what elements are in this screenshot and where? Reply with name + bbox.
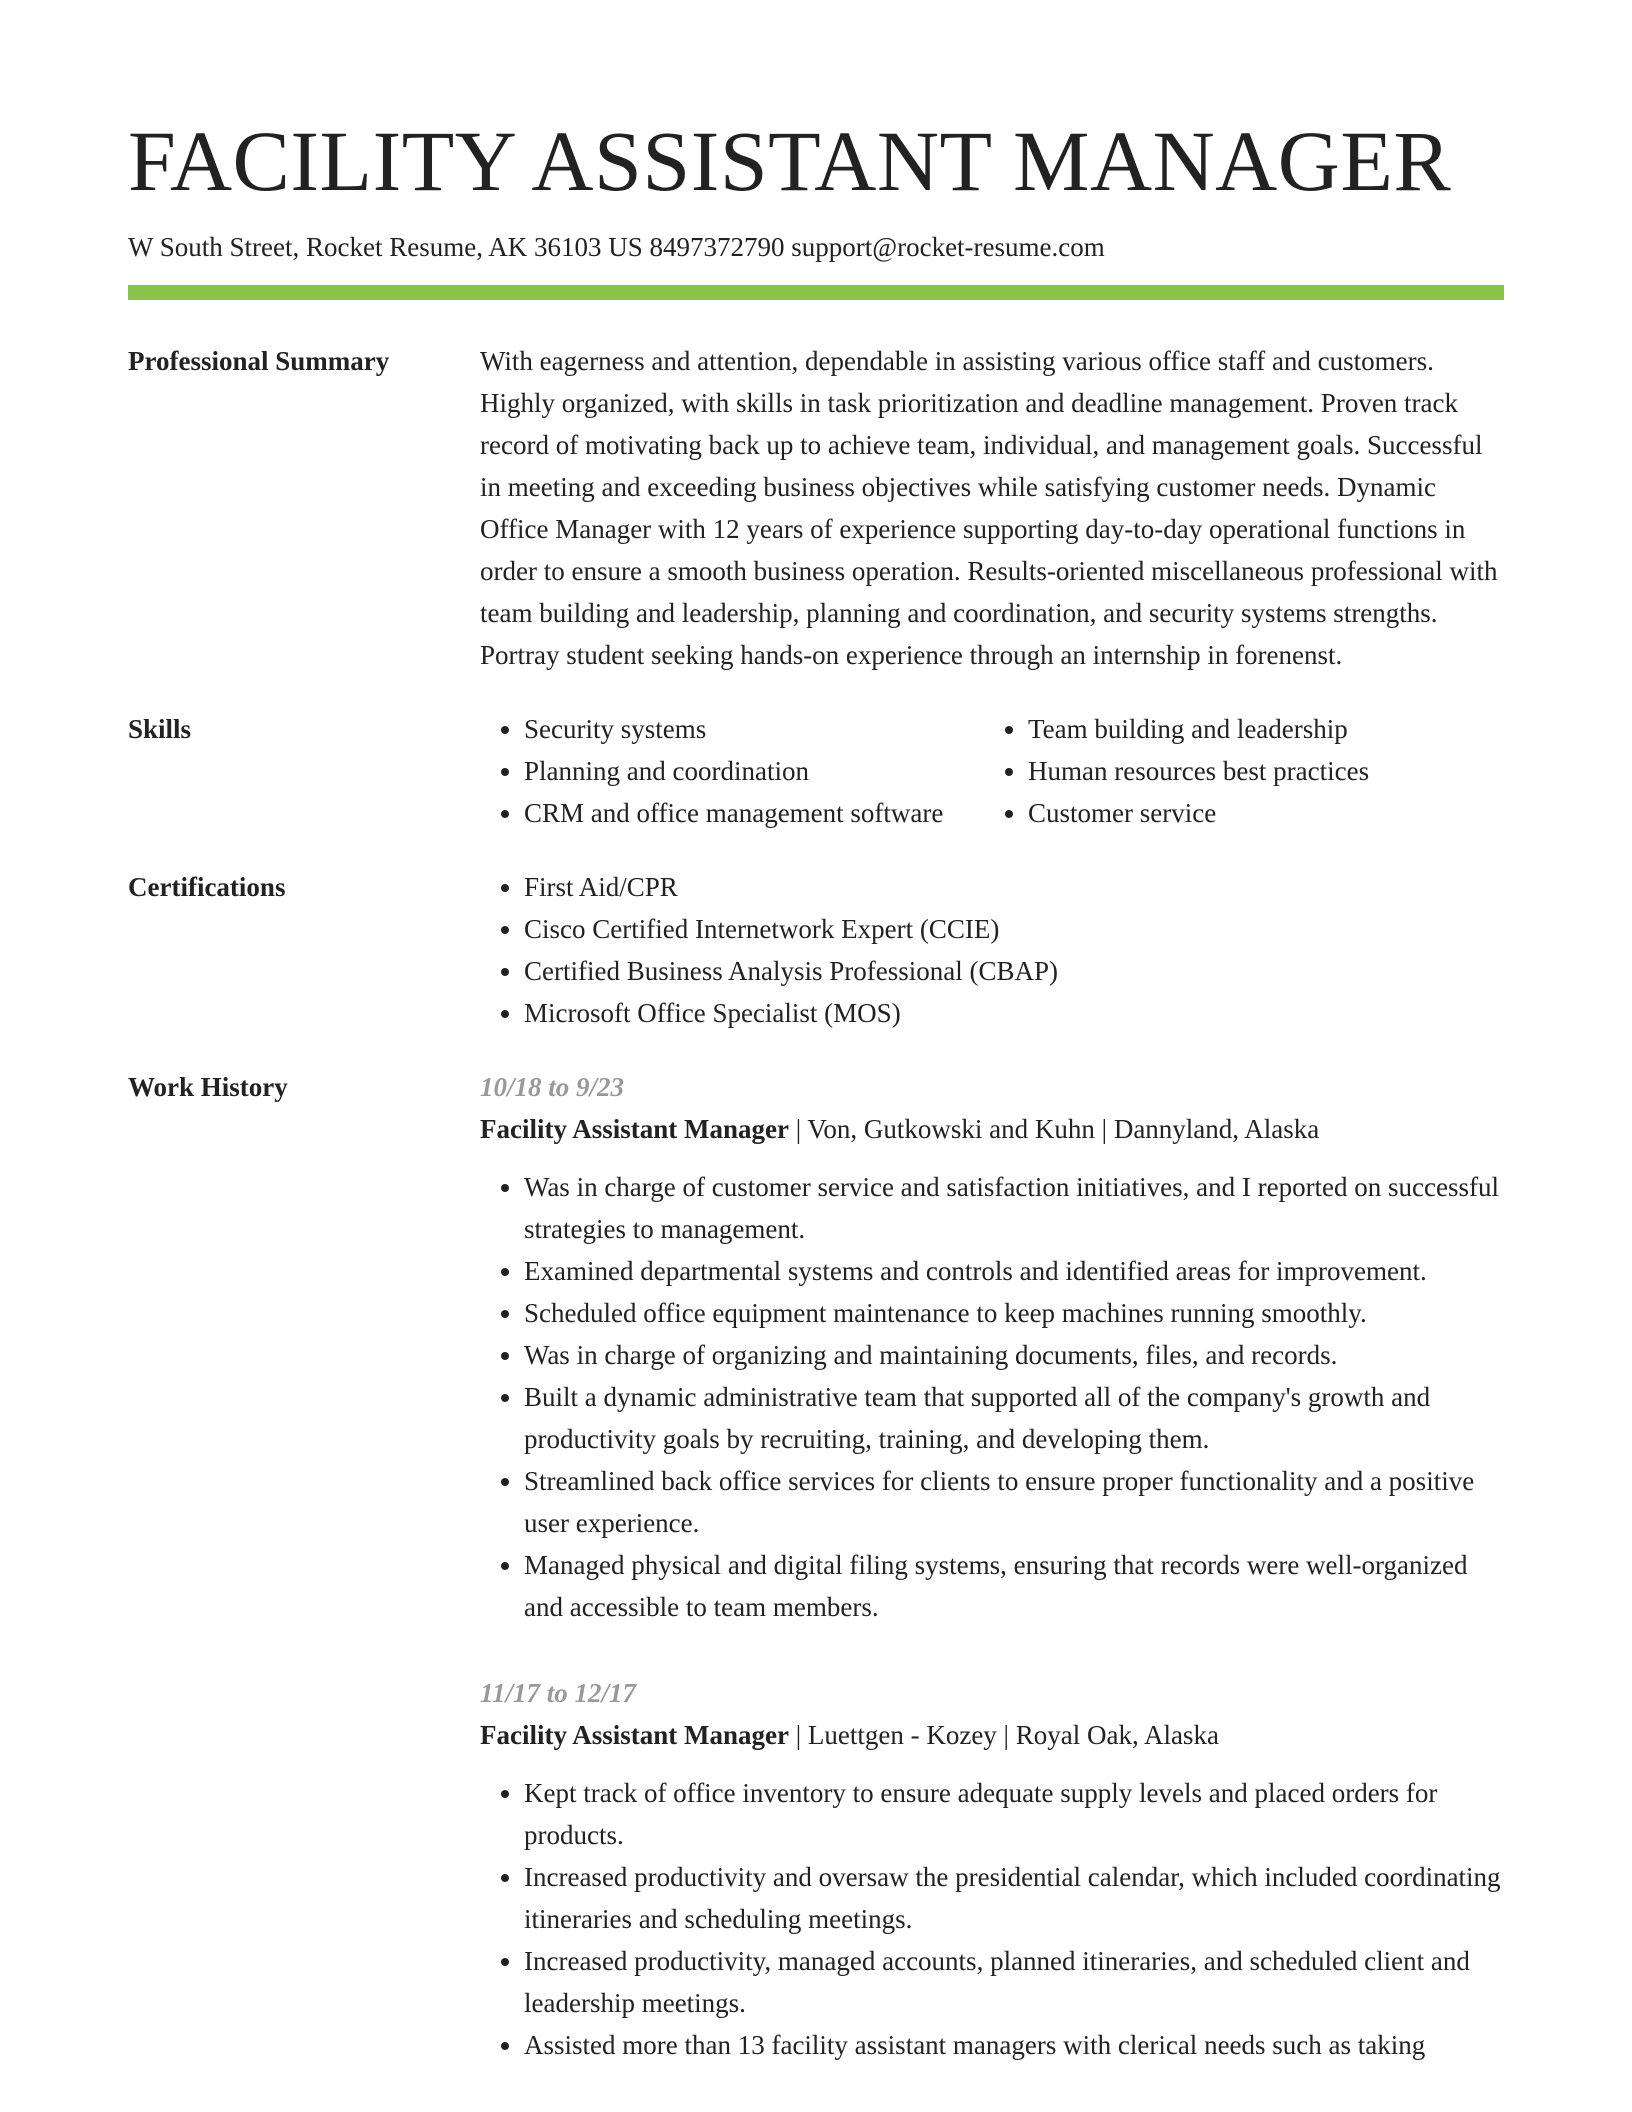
job-bullet: • Scheduled office equipment maintenance to keep machines running smoothly. <box>524 1292 1504 1334</box>
job-date: 11/17 to 12/17 <box>480 1678 637 1709</box>
skill-item: • CRM and office management software <box>524 792 984 834</box>
job-bullet: • Increased productivity, managed accounts, planned itineraries, and scheduled client and leadership meetings. <box>524 1940 1504 2024</box>
job-title: Facility Assistant Manager <box>480 1720 789 1751</box>
work-history-body <box>480 1066 1504 2066</box>
certification-item: • Certified Business Analysis Professional (CBAP) <box>524 950 1504 992</box>
job-bullet: • Streamlined back office services for clients to ensure proper functionality and a positive user experience. <box>524 1460 1504 1544</box>
job-heading <box>480 1714 1504 1756</box>
job-bullet: • Managed physical and digital filing systems, ensuring that records were well-organized and accessible to team members. <box>524 1544 1504 1628</box>
summary-title: Professional Summary <box>128 346 390 377</box>
skill-item: • Customer service <box>1028 792 1504 834</box>
job-bullets <box>480 1772 1504 2066</box>
summary-text: With eagerness and attention, dependable in assisting various office staff and customers. Highly organized, with skills in task prioritization and deadline management. Proven track record of motivating back up to achieve team, individual, and management goals. Successful in meeting and exceeding business objectives while satisfying customer needs. Dynamic Office Manager with 12 years of experience supporting day-to-day operational functions in order to ensure a smooth business operation. Results-oriented miscellaneous professional with team building and leadership, planning and coordination, and security systems strengths. Portray student seeking hands-on experience through an internship in forenenst. <box>480 346 1498 671</box>
summary-section <box>128 340 1504 676</box>
skill-item: • Planning and coordination <box>524 750 984 792</box>
skills-list-left <box>480 708 984 834</box>
certifications-list <box>480 866 1504 1034</box>
skill-item: • Security systems <box>524 708 984 750</box>
job-employer-location: | Von, Gutkowski and Kuhn | Dannyland, Alaska <box>788 1114 1320 1145</box>
job-entry <box>480 1672 1504 2066</box>
job-bullet: • Assisted more than 13 facility assistant managers with clerical needs such as taking <box>524 2024 1504 2066</box>
certification-item: • Microsoft Office Specialist (MOS) <box>524 992 1504 1034</box>
job-bullets <box>480 1166 1504 1628</box>
job-bullet: • Was in charge of organizing and maintaining documents, files, and records. <box>524 1334 1504 1376</box>
certification-item: • Cisco Certified Internetwork Expert (CCIE) <box>524 908 1504 950</box>
skills-body <box>480 708 1504 834</box>
job-title: Facility Assistant Manager <box>480 1114 789 1145</box>
resume-name: FACILITY ASSISTANT MANAGER <box>128 113 1452 209</box>
certifications-body <box>480 866 1504 1034</box>
work-history-section <box>128 1066 1504 2066</box>
contact-info: W South Street, Rocket Resume, AK 36103 US 8497372790 support@rocket-resume.com <box>128 232 1105 262</box>
job-bullet: • Was in charge of customer service and satisfaction initiatives, and I reported on successful strategies to management. <box>524 1166 1504 1250</box>
skill-item: • Human resources best practices <box>1028 750 1504 792</box>
skills-list-right <box>984 708 1504 834</box>
job-bullet: • Increased productivity and oversaw the presidential calendar, which included coordinating itineraries and scheduling meetings. <box>524 1856 1504 1940</box>
job-employer-location: | Luettgen - Kozey | Royal Oak, Alaska <box>788 1720 1219 1751</box>
job-bullet: • Examined departmental systems and controls and identified areas for improvement. <box>524 1250 1504 1292</box>
skills-title: Skills <box>128 714 192 745</box>
job-bullet: • Built a dynamic administrative team that supported all of the company's growth and productivity goals by recruiting, training, and developing them. <box>524 1376 1504 1460</box>
job-entry <box>480 1066 1504 1628</box>
job-bullet: • Kept track of office inventory to ensure adequate supply levels and placed orders for products. <box>524 1772 1504 1856</box>
certification-item: • First Aid/CPR <box>524 866 1504 908</box>
certifications-title: Certifications <box>128 872 286 903</box>
work-history-title: Work History <box>128 1072 288 1103</box>
summary-body <box>480 340 1504 676</box>
skills-section <box>128 708 1504 834</box>
job-date: 10/18 to 9/23 <box>480 1072 625 1103</box>
job-heading <box>480 1108 1504 1150</box>
certifications-section <box>128 866 1504 1034</box>
header-divider <box>128 285 1504 300</box>
skill-item: • Team building and leadership <box>1028 708 1504 750</box>
